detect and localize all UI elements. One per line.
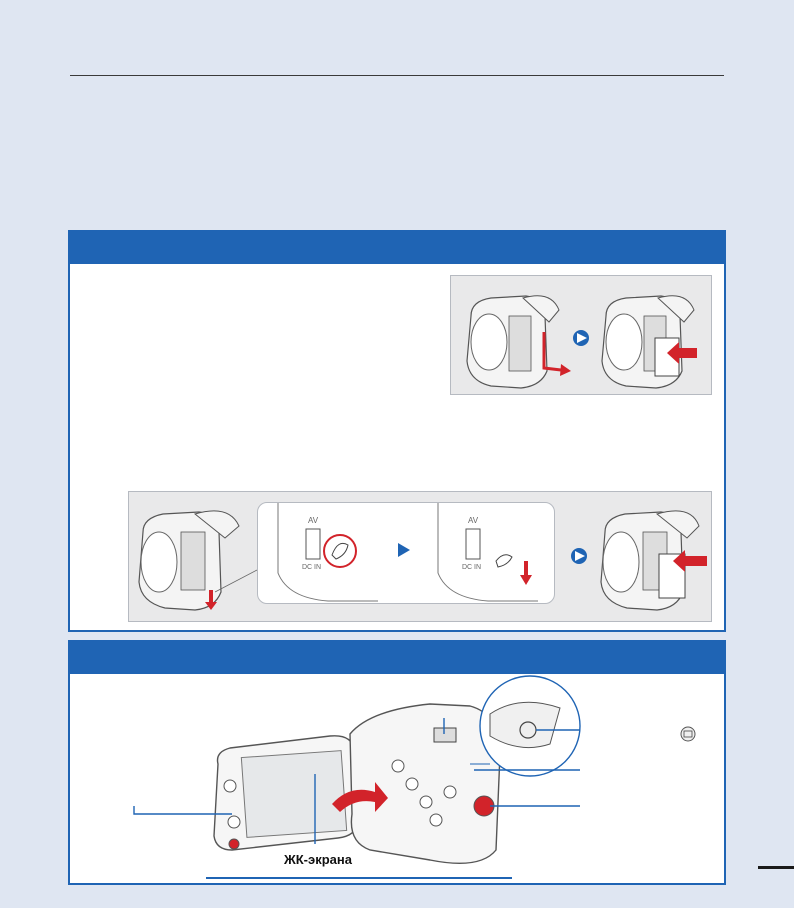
remove-card-panel xyxy=(128,491,712,622)
zoom-detail-panel xyxy=(257,502,555,604)
insert-card-panel xyxy=(450,275,712,395)
page-tab xyxy=(758,866,794,869)
top-rule xyxy=(70,75,724,76)
section-header-2 xyxy=(70,642,724,674)
controls-section xyxy=(68,640,726,885)
svg-text:AV: AV xyxy=(468,516,479,525)
red-arrow-down-icon xyxy=(209,590,213,603)
next-step-arrow-icon xyxy=(573,330,589,346)
next-step-arrow-icon xyxy=(571,548,587,564)
svg-text:AV: AV xyxy=(308,516,319,525)
svg-text:DC IN: DC IN xyxy=(302,564,322,571)
svg-text:DC IN: DC IN xyxy=(462,564,482,571)
figure-underline xyxy=(206,877,512,879)
photo-button-icon xyxy=(681,727,695,741)
camcorder-illustration xyxy=(129,492,259,623)
section-header-1 xyxy=(70,232,724,264)
zoom-detail-illustration xyxy=(258,503,556,605)
play-triangle-icon xyxy=(398,543,410,557)
lcd-panel xyxy=(214,736,358,850)
red-arrow-down-icon xyxy=(560,364,571,376)
red-arrow-down-icon xyxy=(520,561,532,585)
memory-card-section xyxy=(68,230,726,632)
lcd-label: ЖК-экрана xyxy=(284,852,352,867)
insert-card-step xyxy=(561,492,713,623)
camcorder-body xyxy=(350,704,500,863)
camcorder-controls-illustration xyxy=(70,674,724,883)
insert-card-illustration xyxy=(451,276,713,396)
